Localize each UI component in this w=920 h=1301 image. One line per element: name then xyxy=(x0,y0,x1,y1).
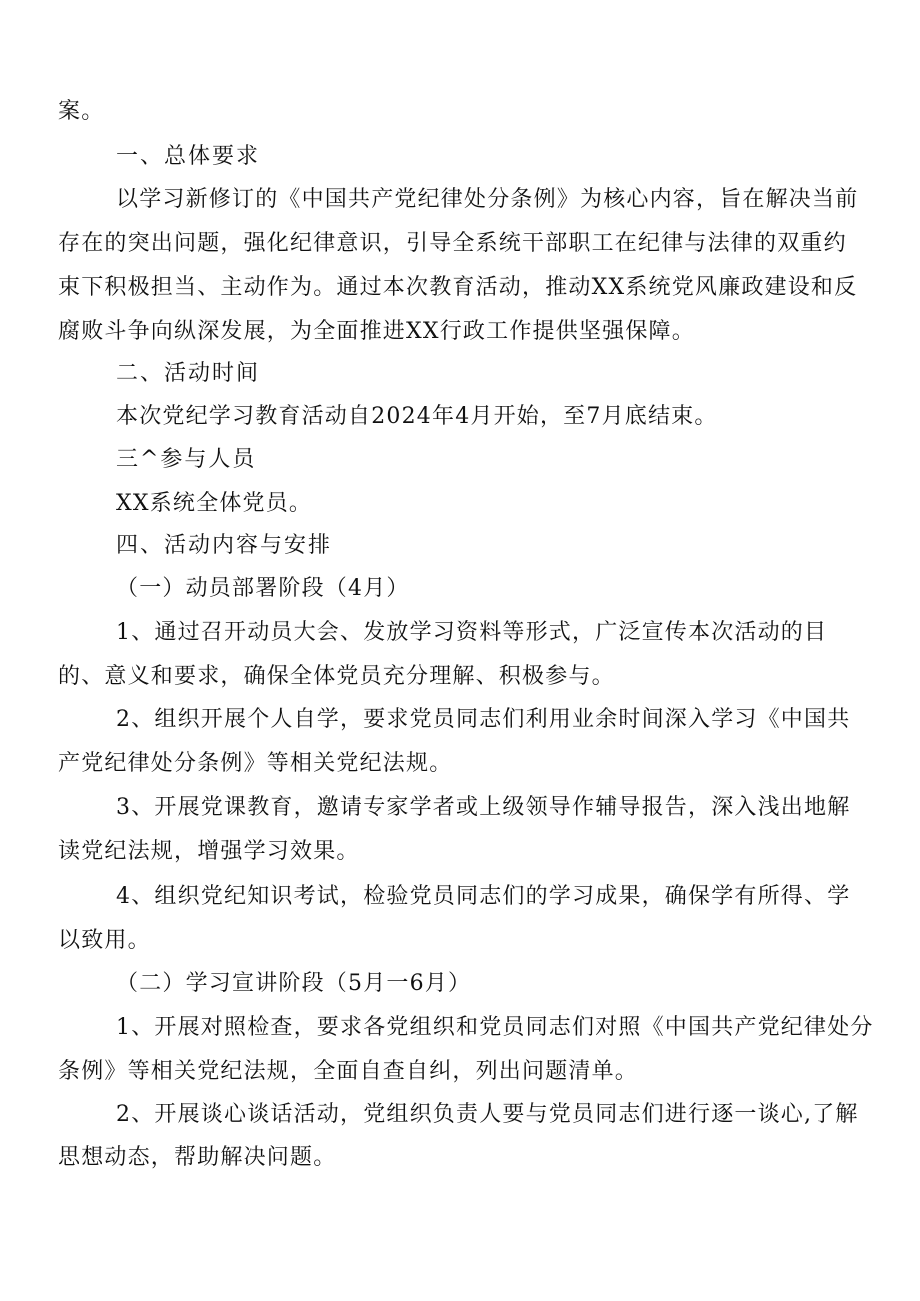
text-line: 存在的突出问题，强化纪律意识，引导全系统干部职工在纪律与法律的双重约 xyxy=(58,231,847,256)
text-line: 以致用。 xyxy=(58,928,151,953)
text-line: 以学习新修订的《中国共产党纪律处分条例》为核心内容，旨在解决当前 xyxy=(116,187,859,212)
text-line: 2、开展谈心谈话活动，党组织负责人要与党员同志们进行逐一谈心,了解 xyxy=(116,1102,859,1127)
text-line: 思想动态，帮助解决问题。 xyxy=(58,1145,337,1170)
text-line: 读党纪法规，增强学习效果。 xyxy=(58,839,360,864)
text-line: 案。 xyxy=(58,99,105,124)
section-heading: 一、总体要求 xyxy=(116,144,261,169)
text-line: 3、开展党课教育，邀请专家学者或上级领导作辅导报告，深入浅出地解 xyxy=(116,795,851,820)
text-line: 1、开展对照检查，要求各党组织和党员同志们对照《中国共产党纪律处分 xyxy=(116,1015,874,1040)
text-line: 2、组织开展个人自学，要求党员同志们利用业余时间深入学习《中国共 xyxy=(116,707,851,732)
text-line: 的、意义和要求，确保全体党员充分理解、积极参与。 xyxy=(58,664,615,689)
text-line: XX系统全体党员。 xyxy=(116,491,313,516)
text-line: 产党纪律处分条例》等相关党纪法规。 xyxy=(58,751,453,776)
text-line: 本次党纪学习教育活动自2024年4月开始，至7月底结束。 xyxy=(116,404,718,429)
section-heading: 三^参与人员 xyxy=(116,447,257,472)
text-line: 束下积极担当、主动作为。通过本次教育活动，推动XX系统党风廉政建设和反 xyxy=(58,275,858,300)
section-heading: 四、活动内容与安排 xyxy=(116,533,333,558)
text-line: 腐败斗争向纵深发展，为全面推进XX行政工作提供坚强保障。 xyxy=(58,319,695,344)
subsection-heading: （一）动员部署阶段（4月） xyxy=(116,576,410,601)
section-heading: 二、活动时间 xyxy=(116,361,261,386)
text-line: 1、通过召开动员大会、发放学习资料等形式，广泛宣传本次活动的目 xyxy=(116,620,828,645)
text-line: 条例》等相关党纪法规，全面自查自纠，列出问题清单。 xyxy=(58,1059,639,1084)
text-line: 4、组织党纪知识考试，检验党员同志们的学习成果，确保学有所得、学 xyxy=(116,884,851,909)
subsection-heading: （二）学习宣讲阶段（5月一6月） xyxy=(116,971,472,996)
